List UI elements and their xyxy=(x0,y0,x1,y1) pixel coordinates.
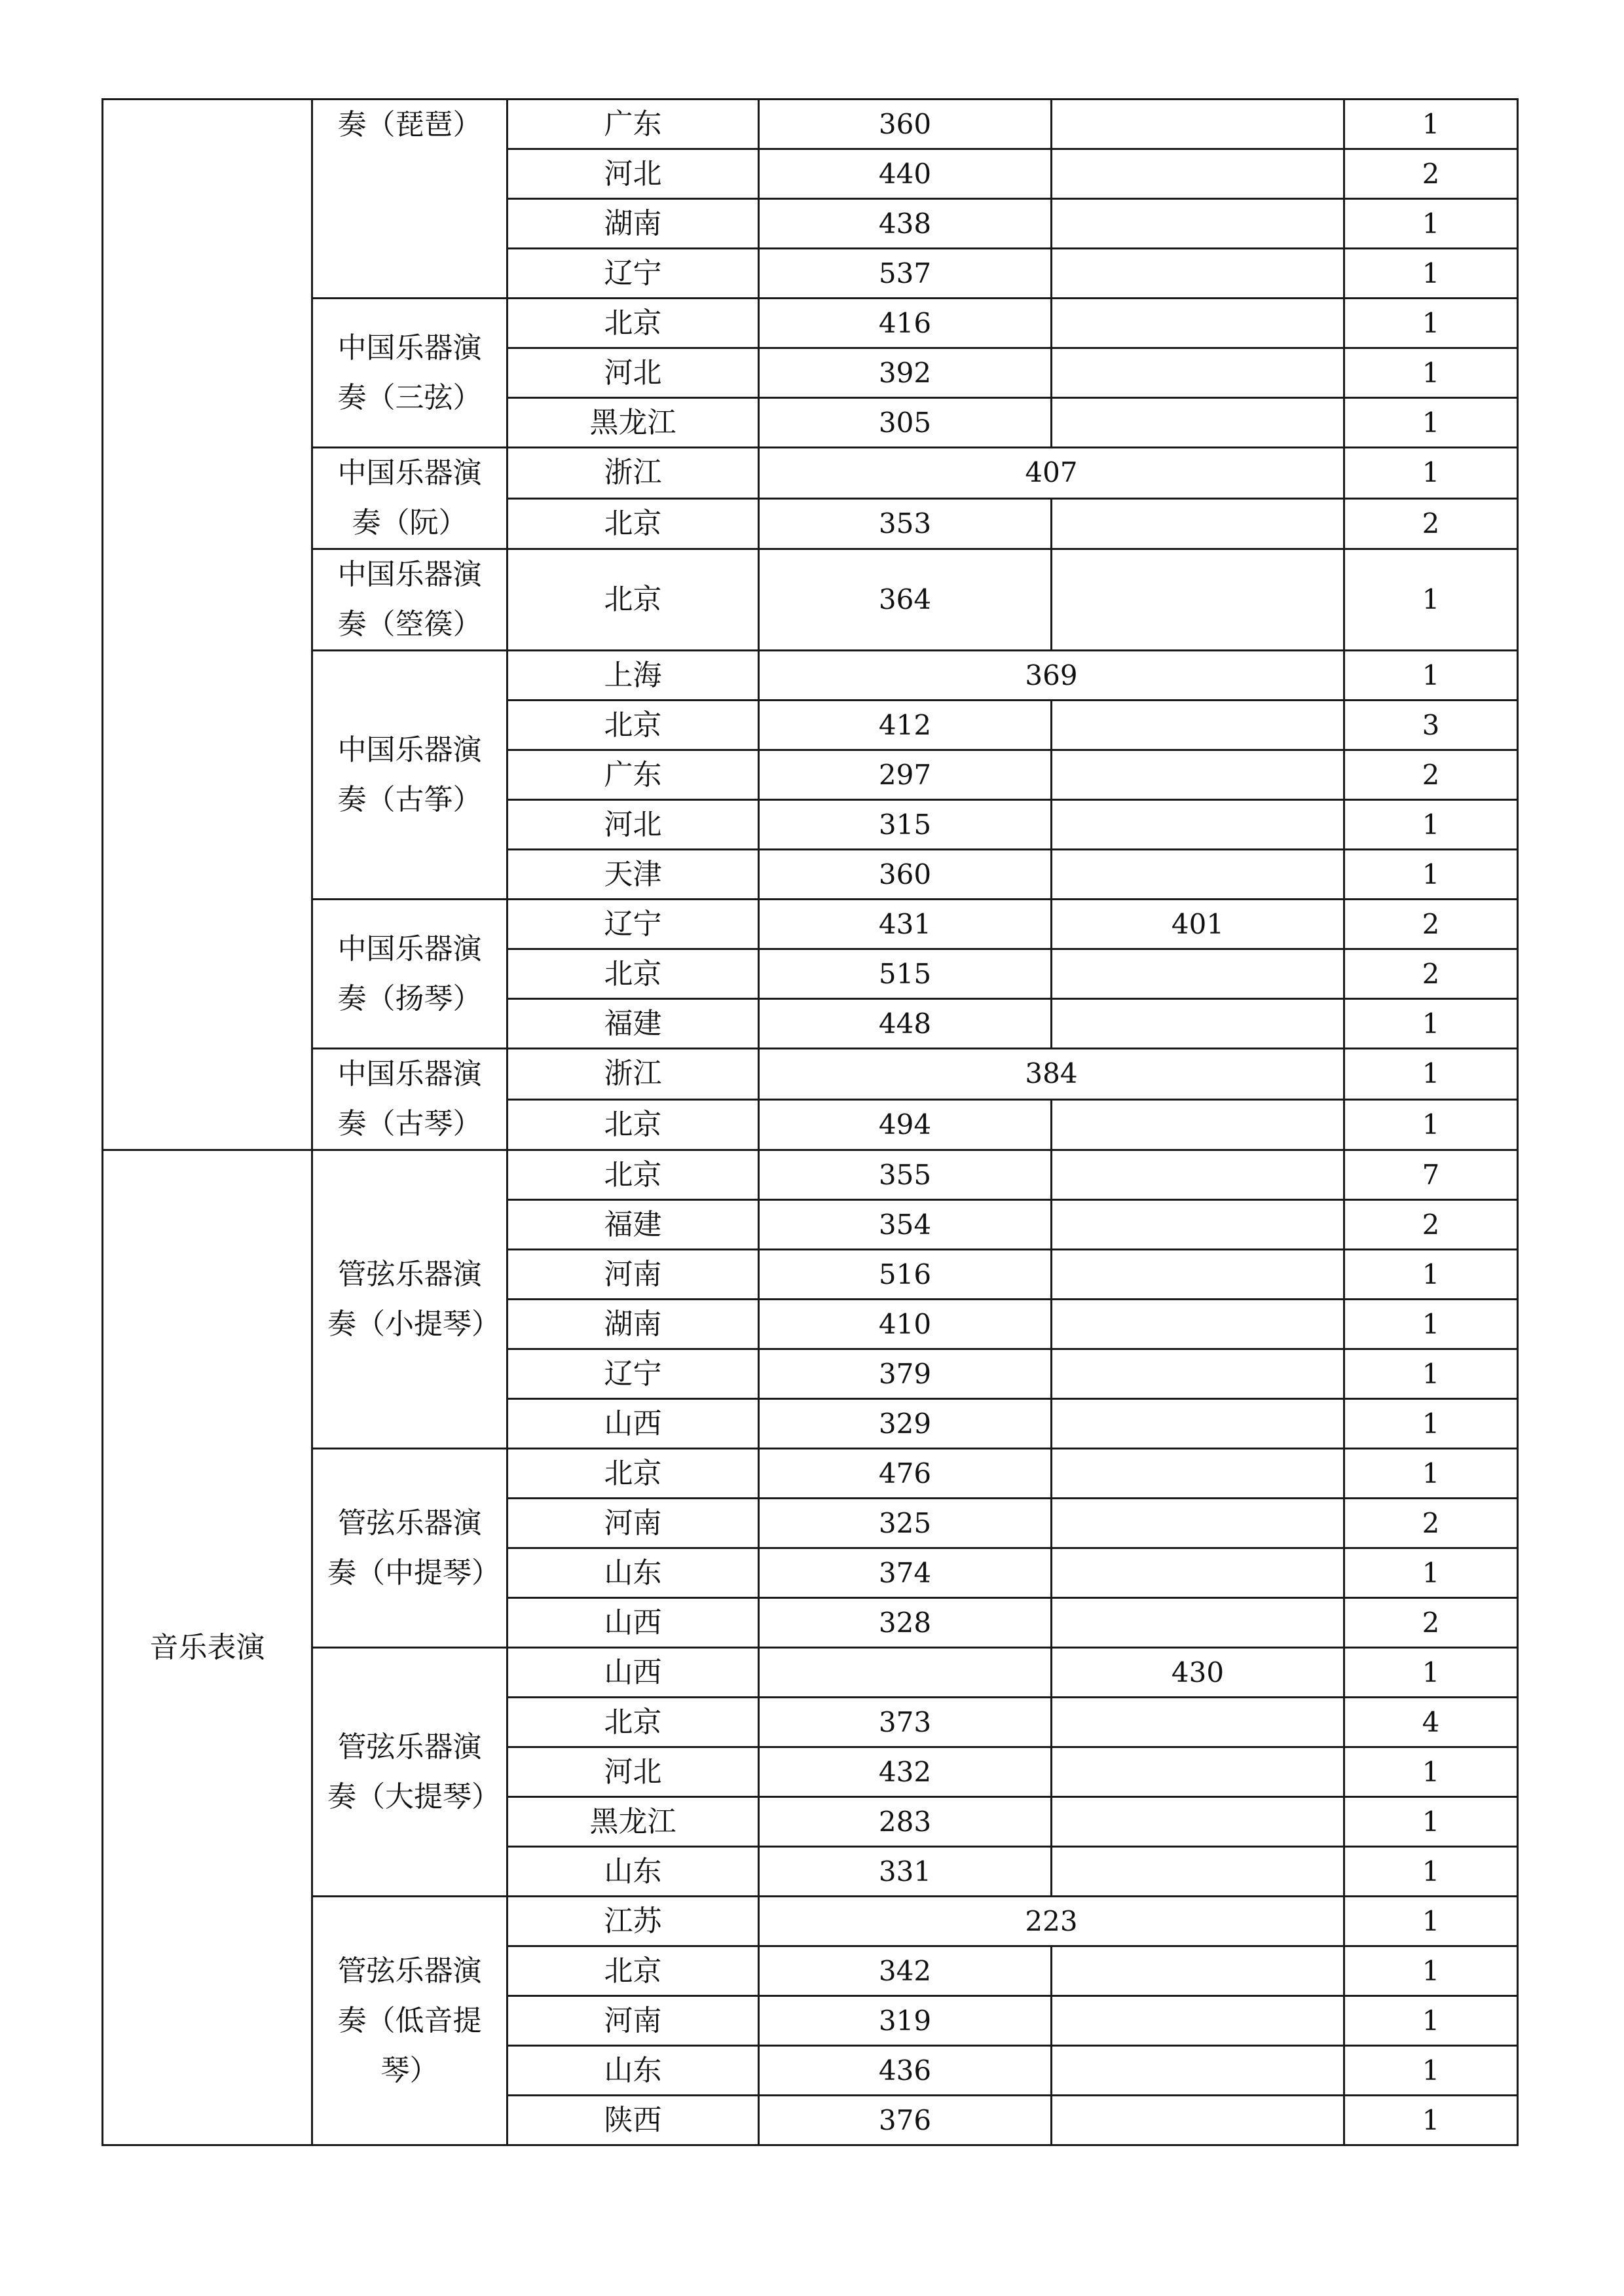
alt-score-cell xyxy=(1052,1300,1344,1349)
alt-score-cell xyxy=(1052,1200,1344,1250)
province-cell: 河北 xyxy=(507,800,759,850)
province-cell: 河北 xyxy=(507,149,759,199)
score-cell: 373 xyxy=(759,1698,1052,1747)
count-cell: 1 xyxy=(1344,999,1518,1049)
province-cell: 山西 xyxy=(507,1648,759,1698)
alt-score-cell: 430 xyxy=(1052,1648,1344,1698)
count-cell: 1 xyxy=(1344,1946,1518,1996)
count-cell: 1 xyxy=(1344,398,1518,448)
alt-score-cell xyxy=(1052,2096,1344,2145)
score-cell: 360 xyxy=(759,100,1052,149)
score-cell: 355 xyxy=(759,1150,1052,1200)
subject-cell: 中国乐器演奏（古琴） xyxy=(312,1049,507,1150)
score-cell: 325 xyxy=(759,1499,1052,1548)
alt-score-cell xyxy=(1052,1698,1344,1747)
alt-score-cell xyxy=(1052,701,1344,750)
alt-score-cell xyxy=(1052,1797,1344,1847)
table-row xyxy=(103,1049,1518,1100)
alt-score-cell xyxy=(1052,299,1344,348)
subject-cell: 奏（琵琶） xyxy=(312,100,507,299)
count-cell: 2 xyxy=(1344,1499,1518,1548)
alt-score-cell xyxy=(1052,850,1344,900)
count-cell: 2 xyxy=(1344,1598,1518,1648)
province-cell: 北京 xyxy=(507,1698,759,1747)
count-cell: 1 xyxy=(1344,199,1518,249)
province-cell: 辽宁 xyxy=(507,249,759,299)
count-cell: 1 xyxy=(1344,249,1518,299)
subject-cell: 中国乐器演奏（箜篌） xyxy=(312,549,507,651)
count-cell: 1 xyxy=(1344,2046,1518,2096)
score-merged-cell: 223 xyxy=(759,1897,1344,1946)
alt-score-cell xyxy=(1052,949,1344,999)
table-row xyxy=(103,549,1518,651)
score-cell: 438 xyxy=(759,199,1052,249)
alt-score-cell xyxy=(1052,1349,1344,1399)
score-cell: 537 xyxy=(759,249,1052,299)
count-cell: 1 xyxy=(1344,1797,1518,1847)
province-cell: 辽宁 xyxy=(507,1349,759,1399)
count-cell: 1 xyxy=(1344,1099,1518,1150)
score-cell: 283 xyxy=(759,1797,1052,1847)
score-cell: 476 xyxy=(759,1449,1052,1499)
score-cell: 360 xyxy=(759,850,1052,900)
score-cell: 432 xyxy=(759,1747,1052,1797)
table-row xyxy=(103,448,1518,499)
count-cell: 1 xyxy=(1344,1250,1518,1300)
alt-score-cell xyxy=(1052,348,1344,398)
province-cell: 湖南 xyxy=(507,1300,759,1349)
province-cell: 天津 xyxy=(507,850,759,900)
alt-score-cell xyxy=(1052,1598,1344,1648)
count-cell: 1 xyxy=(1344,1300,1518,1349)
count-cell: 1 xyxy=(1344,1996,1518,2046)
count-cell: 1 xyxy=(1344,1449,1518,1499)
score-cell xyxy=(759,1648,1052,1698)
province-cell: 北京 xyxy=(507,701,759,750)
count-cell: 1 xyxy=(1344,2096,1518,2145)
alt-score-cell xyxy=(1052,149,1344,199)
alt-score-cell xyxy=(1052,800,1344,850)
score-cell: 342 xyxy=(759,1946,1052,1996)
province-cell: 湖南 xyxy=(507,199,759,249)
subject-cell: 管弦乐器演奏（低音提琴） xyxy=(312,1897,507,2145)
province-cell: 辽宁 xyxy=(507,900,759,949)
province-cell: 北京 xyxy=(507,549,759,651)
subject-cell: 管弦乐器演奏（中提琴） xyxy=(312,1449,507,1648)
score-cell: 448 xyxy=(759,999,1052,1049)
count-cell: 1 xyxy=(1344,651,1518,701)
alt-score-cell xyxy=(1052,398,1344,448)
score-cell: 353 xyxy=(759,498,1052,549)
alt-score-cell xyxy=(1052,1399,1344,1449)
alt-score-cell xyxy=(1052,1250,1344,1300)
score-cell: 328 xyxy=(759,1598,1052,1648)
subject-cell: 中国乐器演奏（古筝） xyxy=(312,651,507,900)
count-cell: 2 xyxy=(1344,498,1518,549)
province-cell: 北京 xyxy=(507,949,759,999)
score-cell: 315 xyxy=(759,800,1052,850)
alt-score-cell xyxy=(1052,1150,1344,1200)
score-cell: 440 xyxy=(759,149,1052,199)
count-cell: 1 xyxy=(1344,448,1518,499)
province-cell: 河南 xyxy=(507,1250,759,1300)
count-cell: 1 xyxy=(1344,1548,1518,1598)
score-cell: 379 xyxy=(759,1349,1052,1399)
province-cell: 浙江 xyxy=(507,448,759,499)
count-cell: 1 xyxy=(1344,100,1518,149)
score-cell: 374 xyxy=(759,1548,1052,1598)
alt-score-cell xyxy=(1052,249,1344,299)
province-cell: 福建 xyxy=(507,999,759,1049)
province-cell: 江苏 xyxy=(507,1897,759,1946)
score-cell: 392 xyxy=(759,348,1052,398)
score-cell: 436 xyxy=(759,2046,1052,2096)
alt-score-cell xyxy=(1052,750,1344,800)
province-cell: 广东 xyxy=(507,100,759,149)
province-cell: 北京 xyxy=(507,1449,759,1499)
province-cell: 福建 xyxy=(507,1200,759,1250)
alt-score-cell xyxy=(1052,1996,1344,2046)
subject-cell: 中国乐器演奏（三弦） xyxy=(312,299,507,448)
table-row xyxy=(103,1150,1518,1200)
alt-score-cell xyxy=(1052,999,1344,1049)
score-cell: 412 xyxy=(759,701,1052,750)
count-cell: 1 xyxy=(1344,1399,1518,1449)
count-cell: 2 xyxy=(1344,750,1518,800)
alt-score-cell xyxy=(1052,1847,1344,1897)
score-cell: 431 xyxy=(759,900,1052,949)
major-cell: 音乐表演 xyxy=(103,1150,312,2145)
count-cell: 3 xyxy=(1344,701,1518,750)
count-cell: 1 xyxy=(1344,1847,1518,1897)
count-cell: 2 xyxy=(1344,149,1518,199)
subject-cell: 管弦乐器演奏（大提琴） xyxy=(312,1648,507,1897)
count-cell: 1 xyxy=(1344,549,1518,651)
alt-score-cell xyxy=(1052,549,1344,651)
province-cell: 浙江 xyxy=(507,1049,759,1100)
province-cell: 山东 xyxy=(507,1548,759,1598)
province-cell: 山西 xyxy=(507,1598,759,1648)
score-merged-cell: 369 xyxy=(759,651,1344,701)
admission-score-table xyxy=(101,98,1519,2146)
score-cell: 305 xyxy=(759,398,1052,448)
score-cell: 354 xyxy=(759,1200,1052,1250)
table-row xyxy=(103,1897,1518,1946)
count-cell: 2 xyxy=(1344,900,1518,949)
table-row xyxy=(103,1648,1518,1698)
province-cell: 陕西 xyxy=(507,2096,759,2145)
count-cell: 4 xyxy=(1344,1698,1518,1747)
province-cell: 北京 xyxy=(507,299,759,348)
alt-score-cell xyxy=(1052,1946,1344,1996)
table-row xyxy=(103,651,1518,701)
table-row xyxy=(103,100,1518,149)
province-cell: 广东 xyxy=(507,750,759,800)
alt-score-cell xyxy=(1052,100,1344,149)
count-cell: 7 xyxy=(1344,1150,1518,1200)
province-cell: 河南 xyxy=(507,1499,759,1548)
subject-cell: 中国乐器演奏（扬琴） xyxy=(312,900,507,1049)
alt-score-cell xyxy=(1052,1548,1344,1598)
province-cell: 上海 xyxy=(507,651,759,701)
score-cell: 297 xyxy=(759,750,1052,800)
major-cell xyxy=(103,100,312,1150)
province-cell: 河南 xyxy=(507,1996,759,2046)
count-cell: 1 xyxy=(1344,1747,1518,1797)
alt-score-cell xyxy=(1052,1499,1344,1548)
table-row xyxy=(103,1449,1518,1499)
table-row xyxy=(103,299,1518,348)
province-cell: 河北 xyxy=(507,348,759,398)
score-merged-cell: 407 xyxy=(759,448,1344,499)
count-cell: 1 xyxy=(1344,1648,1518,1698)
score-cell: 376 xyxy=(759,2096,1052,2145)
alt-score-cell xyxy=(1052,199,1344,249)
score-cell: 515 xyxy=(759,949,1052,999)
score-cell: 410 xyxy=(759,1300,1052,1349)
alt-score-cell xyxy=(1052,498,1344,549)
count-cell: 1 xyxy=(1344,850,1518,900)
province-cell: 北京 xyxy=(507,1946,759,1996)
score-cell: 329 xyxy=(759,1399,1052,1449)
province-cell: 山东 xyxy=(507,2046,759,2096)
subject-cell: 管弦乐器演奏（小提琴） xyxy=(312,1150,507,1449)
score-merged-cell: 384 xyxy=(759,1049,1344,1100)
count-cell: 1 xyxy=(1344,348,1518,398)
score-cell: 416 xyxy=(759,299,1052,348)
province-cell: 北京 xyxy=(507,1099,759,1150)
province-cell: 黑龙江 xyxy=(507,1797,759,1847)
province-cell: 北京 xyxy=(507,1150,759,1200)
score-cell: 331 xyxy=(759,1847,1052,1897)
score-cell: 364 xyxy=(759,549,1052,651)
province-cell: 河北 xyxy=(507,1747,759,1797)
alt-score-cell xyxy=(1052,1747,1344,1797)
score-cell: 319 xyxy=(759,1996,1052,2046)
count-cell: 1 xyxy=(1344,1897,1518,1946)
count-cell: 2 xyxy=(1344,949,1518,999)
count-cell: 1 xyxy=(1344,1349,1518,1399)
table-row xyxy=(103,900,1518,949)
count-cell: 1 xyxy=(1344,299,1518,348)
province-cell: 山东 xyxy=(507,1847,759,1897)
score-cell: 494 xyxy=(759,1099,1052,1150)
subject-cell: 中国乐器演奏（阮） xyxy=(312,448,507,549)
alt-score-cell xyxy=(1052,1449,1344,1499)
province-cell: 山西 xyxy=(507,1399,759,1449)
alt-score-cell: 401 xyxy=(1052,900,1344,949)
table-body xyxy=(103,100,1518,2145)
count-cell: 2 xyxy=(1344,1200,1518,1250)
score-cell: 516 xyxy=(759,1250,1052,1300)
alt-score-cell xyxy=(1052,1099,1344,1150)
alt-score-cell xyxy=(1052,2046,1344,2096)
province-cell: 黑龙江 xyxy=(507,398,759,448)
count-cell: 1 xyxy=(1344,800,1518,850)
count-cell: 1 xyxy=(1344,1049,1518,1100)
province-cell: 北京 xyxy=(507,498,759,549)
